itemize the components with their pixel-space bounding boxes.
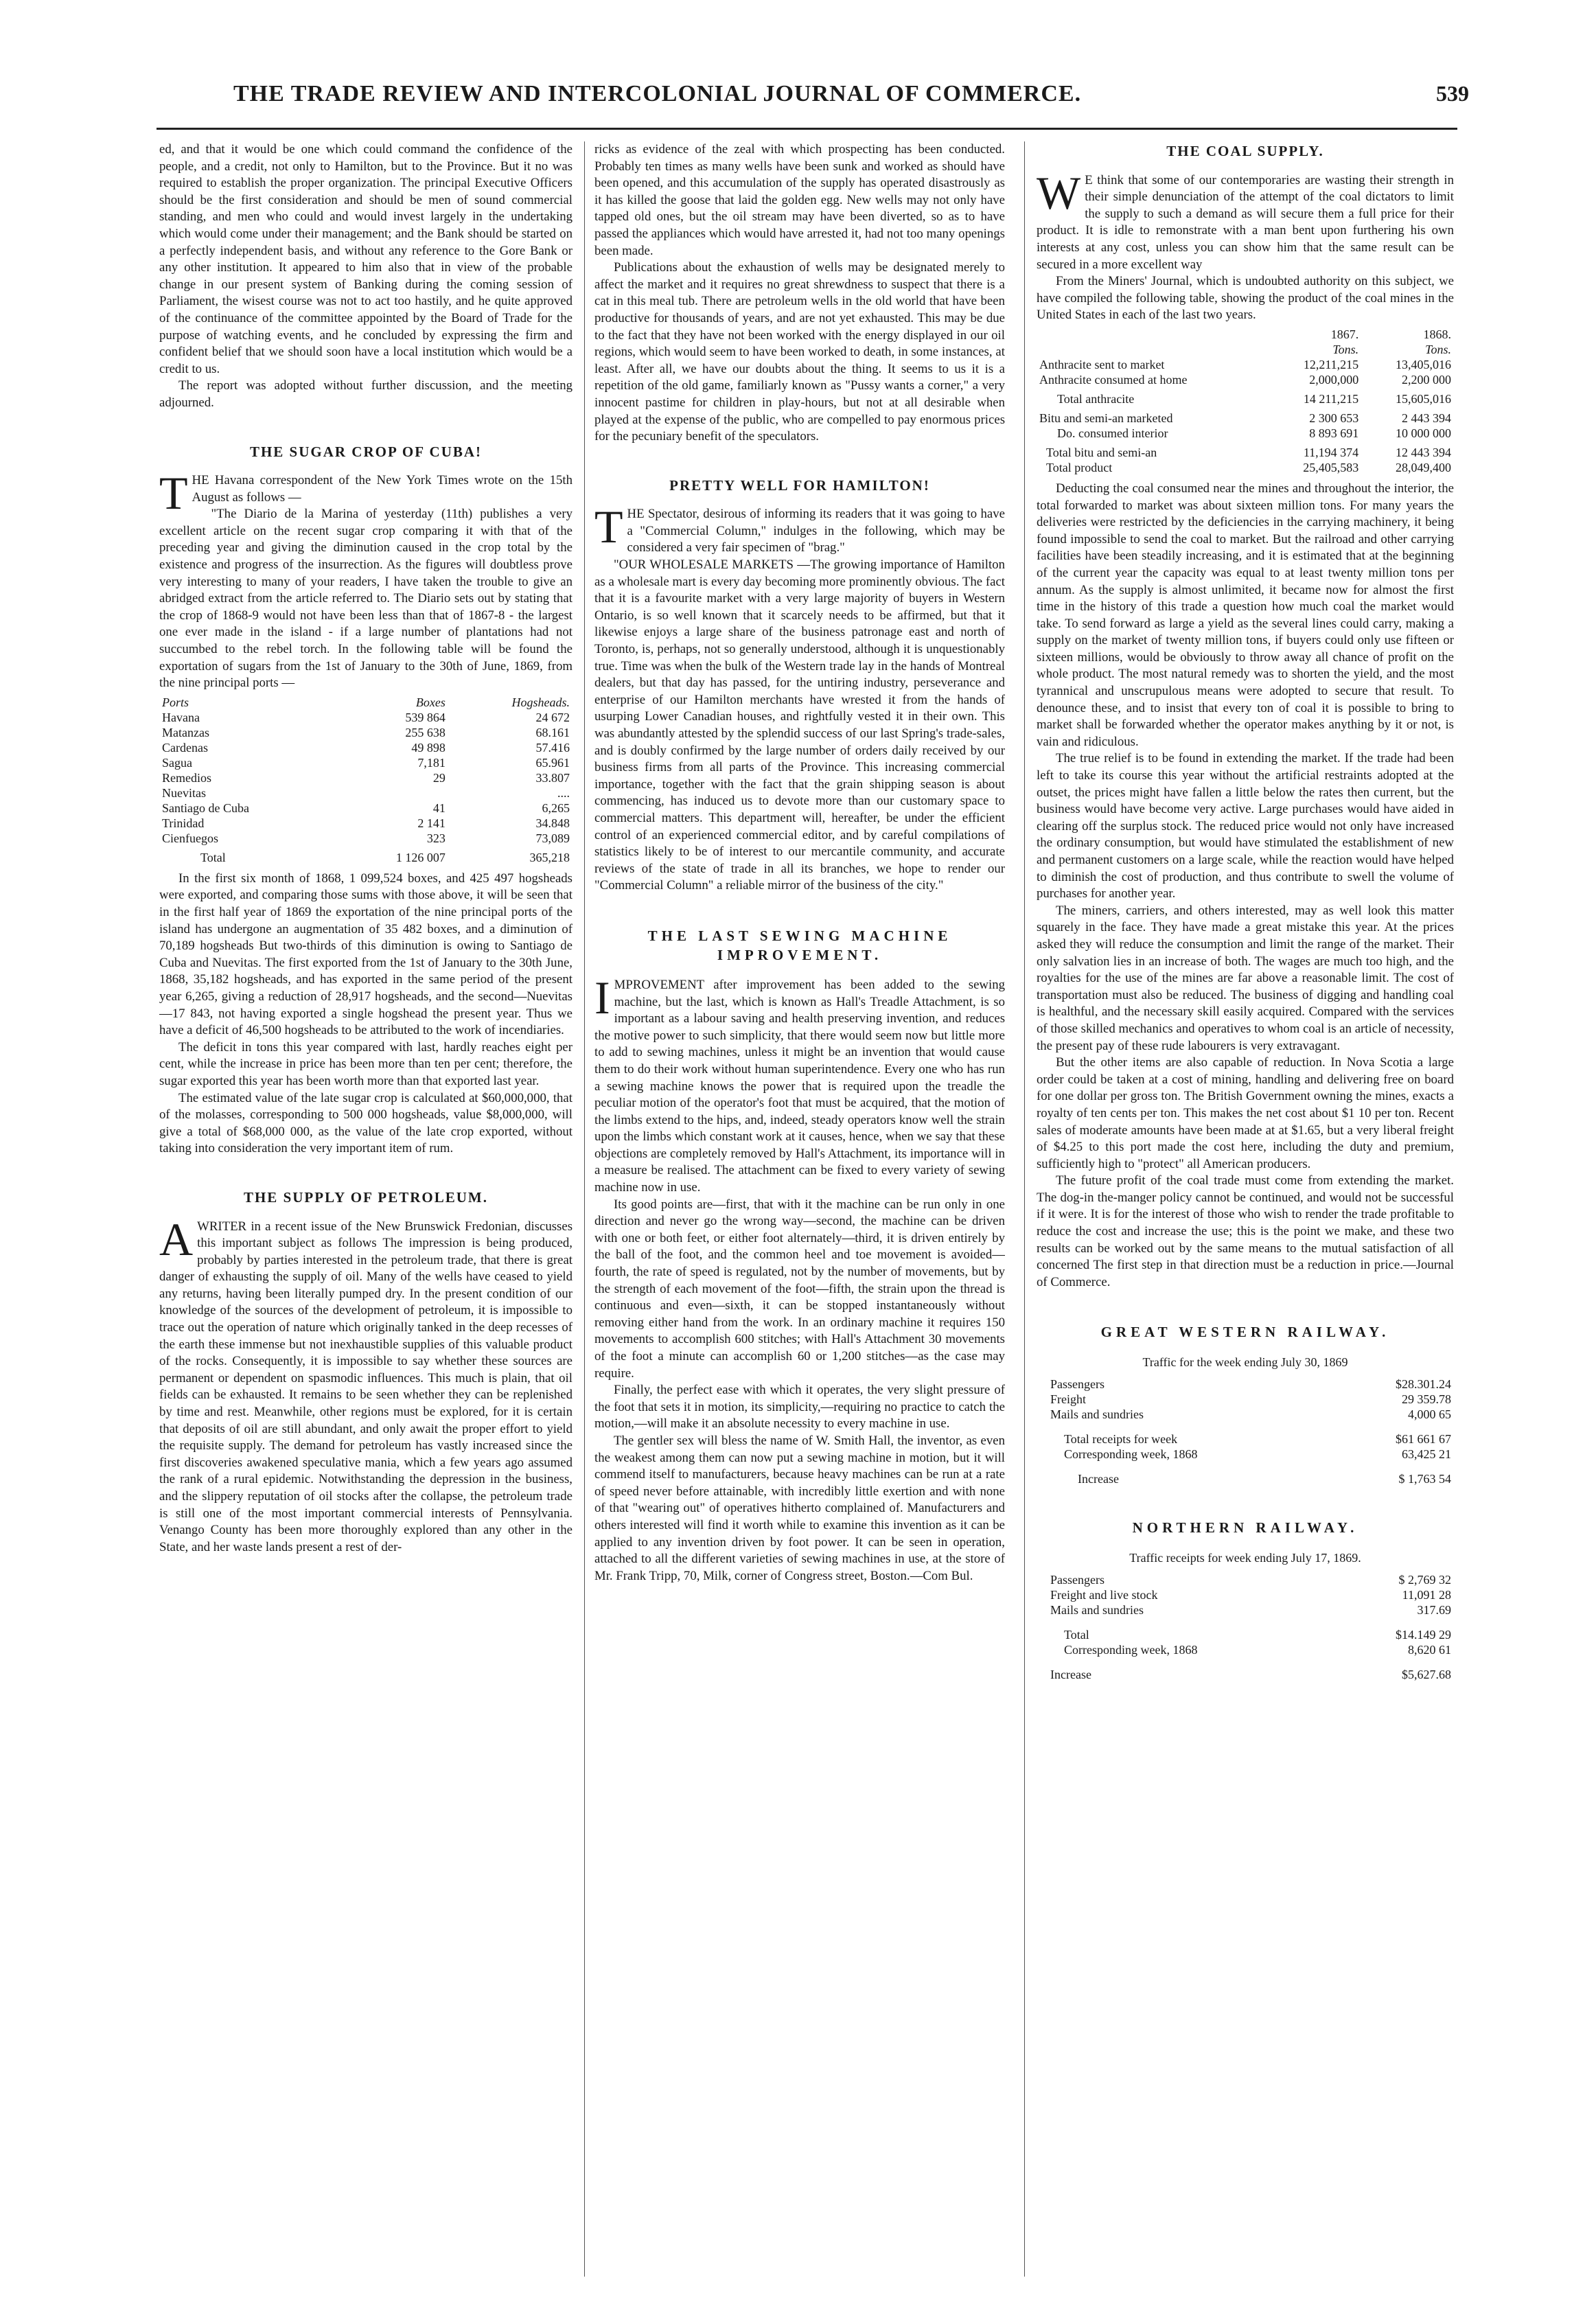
port-name: Havana <box>162 710 200 724</box>
amount: 317.69 <box>1417 1602 1451 1617</box>
sugar-export-table <box>159 695 573 865</box>
year-header: 1867. <box>1330 327 1359 341</box>
amount: $ 2,769 32 <box>1398 1572 1451 1587</box>
row-label: Mails and sundries <box>1050 1602 1144 1617</box>
hogsheads-value: 73,089 <box>535 831 570 845</box>
article-title-sewing: THE LAST SEWING MACHINE IMPROVEMENT. <box>647 927 952 963</box>
article-paragraph: Publications about the exhaustion of wells may be designated merely to affect the market and it requires no great shrewdness to suspect that there is a cat in this meal tub. There are petroleum wells in the old world that have been productive for thousands of years, and are not yet exhausted. This may be due to the fact that they have not been worked with the energy displayed in our oil regions, which would seem to have been worked to death, in some instances, at least. After all, we have our doubts about the thing. It seems to us it is a repetition of the old game, familiarly known as "Pussy wants a corner," a very innocent pastime for children in play-hours, but not at all desirable when played at the expense of the public, who are compelled to pay enormous prices for the pecuniary benefit of the speculators. <box>594 260 1005 444</box>
column-divider <box>584 141 585 2277</box>
article-paragraph: THE Havana correspondent of the New York Times wrote on the 15th August as follows — <box>159 467 573 520</box>
boxes-value: 41 <box>432 801 446 815</box>
column-divider <box>1024 141 1025 2277</box>
header-rule <box>157 128 1457 130</box>
article-paragraph: IMPROVEMENT after improvement has been added to the sewing machine, but the last, which is known as Hall's Treadle Attachment, is so important as a labour saving and health preserving invention, and reduces the motive power to such simplicity, that there would seem now but little more to add to sewing machines, unless it might be an invention that would cause them to do their work without human superintendence. Every one who has run a sewing machine knows the power that is required upon the treadle the peculiar motion of the operator's foot that must be acquired, that the motion of the limbs extend to the hips, and, indeed, steady operators know well the strain upon the limbs which constant work at it causes, hence, when we say that these objections are completely removed by Hall's Attachment, its importance will in a measure be realised. The attachment can be fixed to every variety of sewing machine now in use. <box>594 971 1005 1195</box>
article-paragraph: Its good points are—first, that with it the machine can be run only in one direction and never go the wrong way—second, the machine can be driven with one or both feet, or either foot alternately—third, it is driven entirely by the ball of the foot, and the common heel and toe movement is avoided—fourth, the rate of speed is regulated, not by the number of movements, but by the strength of each movement of the foot—fifth, the strain upon the thread is continuous and even—sixth, it can be stopped instantaneously without removing either hand from the work. In an ordinary machine it requires 150 movements to accomplish 600 stitches; with Hall's Attachment 30 movements of the foot a minute can accomplish 60 or 1,200 stitches—as the case may require. <box>594 1197 1005 1381</box>
table-total-row <box>1037 1431 1454 1447</box>
amount: 63,425 21 <box>1402 1447 1451 1462</box>
article-paragraph: The miners, carriers, and others interested, may as well look this matter squarely in the face. They have made a great mistake this year. At the prices asked they will reduce the consumption and limit the range of the market. Their only salvation lies in an increase of both. The wages are much too high, and the royalties for the use of the mines are far above a reasonable limit. The cost of transportation must also be reduced. The business of digging and handling coal is healthful, and the necessary skill easily acquired. Compared with the services of those skilled mechanics and operatives to whom coal is an article of necessity, the present pay of these rude labourers is very extravagant. <box>1037 903 1454 1053</box>
article-paragraph: The deficit in tons this year compared with last, hardly reaches eight per cent, while the increase in price has been more than ten per cent; therefore, the sugar exported this year has been worth more than that exported last year. <box>159 1039 573 1088</box>
article-paragraph: The future profit of the coal trade must come from extending the market. The dog-in the-manger policy cannot be continued, and would not be successful if it were. It is for the interest of those who wish to render the trade profitable to reduce the cost and increase the use; this is the point we make, and these two results can be worked out by the same means to the mutual satisfaction of all concerned The first step in that direction must be a reduction in price.—Journal of Commerce. <box>1037 1173 1454 1289</box>
table-header-row <box>159 695 573 710</box>
total-boxes: 1 126 007 <box>395 850 446 864</box>
row-label: Anthracite consumed at home <box>1039 372 1188 387</box>
row-label: Total bitu and semi-an <box>1046 445 1157 459</box>
value-1868: 12 443 394 <box>1396 445 1451 459</box>
boxes-value: 7,181 <box>417 755 446 770</box>
column-left <box>159 141 573 2277</box>
table-row <box>1037 1572 1454 1587</box>
page-header <box>233 81 1469 122</box>
amount: $5,627.68 <box>1402 1667 1451 1681</box>
article-paragraph: But the other items are also capable of reduction. In Nova Scotia a large order could be taken at a cost of mining, handling and delivering free on board for one dollar per gross ton. The British Government owning the mines, exacts a royalty of ten cents per ton. This makes the net cost about $1 10 per ton. Recent sales of moderate amounts have been made at at $1.65, but a very liberal freight of $4.25 to this port made the cost here, including the duty and premium, sufficiently high to "protect" all American producers. <box>1037 1055 1454 1171</box>
row-label: Corresponding week, 1868 <box>1064 1447 1198 1462</box>
column-right <box>1037 141 1454 2277</box>
row-label: Total anthracite <box>1057 391 1135 406</box>
boxes-value: 539 864 <box>405 710 446 724</box>
amount: $ 1,763 54 <box>1398 1472 1451 1486</box>
table-row <box>159 831 573 846</box>
hogsheads-value: 6,265 <box>542 801 570 815</box>
port-name: Cardenas <box>162 740 208 755</box>
article-title-petroleum: THE SUPPLY OF PETROLEUM. <box>243 1188 489 1206</box>
table-row <box>1037 426 1454 441</box>
hogsheads-value: 57.416 <box>535 740 570 755</box>
row-label: Corresponding week, 1868 <box>1064 1642 1198 1657</box>
boxes-value: 29 <box>432 770 446 785</box>
hogsheads-value: 68.161 <box>535 725 570 739</box>
table-row <box>159 770 573 785</box>
table-row <box>1037 1642 1454 1657</box>
northern-traffic-table <box>1037 1572 1454 1682</box>
total-label: Total <box>200 850 226 864</box>
article-paragraph: In the first six month of 1868, 1 099,524 boxes, and 425 497 hogsheads were exported, and comparing those sums with those above, it will be seen that in the first half year of 1869 the exportation of the nine principal ports of the island has undergone an augmentation of 35 482 boxes, and a diminution of 70,189 hogsheads But two-thirds of this diminution is owing to Santiago de Cuba and Nuevitas. The first exported from the 1st of January to the 30th June, 1868, 35,182 hogsheads, and has exported in the same period of the present year 6,265, giving a reduction of 28,917 hogsheads, and the second—Nuevitas—17 843, not having exported a single hogshead the present year. Thus we have a deficit of 46,500 hogsheads to be attributed to the work of incendiaries. <box>159 871 573 1038</box>
row-label: Total <box>1064 1627 1089 1642</box>
value-1868: 15,605,016 <box>1396 391 1451 406</box>
table-row <box>159 816 573 831</box>
value-1867: 14 211,215 <box>1303 391 1359 406</box>
column-middle <box>594 141 1005 2277</box>
table-row <box>1037 441 1454 460</box>
value-1868: 10 000 000 <box>1396 426 1451 440</box>
article-paragraph: "The Diario de la Marina of yesterday (11th) publishes a very excellent article on the recent sugar crop comparing it with that of the preceding year and giving the diminution caused in the crop total by the existence and progress of the insurrection. As the figures will doubtless prove very interesting to many of your readers, I have taken the trouble to give an abridged extract from the article referred to. The Diario sets out by stating that the crop of 1868-9 would not have been less than that of 1867-8 - the largest one ever made in the island - if a large number of plantations had not succumbed to the rebel torch. In the following table will be found the exportation of sugars from the 1st of January to the 30th of June, 1869, from the nine principal ports — <box>159 507 573 691</box>
article-paragraph: From the Miners' Journal, which is undoubted authority on this subject, we have compiled the following table, showing the product of the coal mines in the United States in each of the last two years. <box>1037 274 1454 323</box>
value-1868: 2 443 394 <box>1402 411 1451 425</box>
boxes-value: 49 898 <box>411 740 446 755</box>
page-number: 539 <box>1436 81 1469 106</box>
article-paragraph: The report was adopted without further discussion, and the meeting adjourned. <box>159 378 573 410</box>
table-row <box>1037 1377 1454 1392</box>
section-title-northern: NORTHERN RAILWAY. <box>1132 1519 1358 1537</box>
value-1867: 2 300 653 <box>1309 411 1359 425</box>
amount: 4,000 65 <box>1408 1407 1451 1422</box>
article-paragraph: ed, and that it would be one which could command the confidence of the people, and a credit, not only to Hamilton, but to the Province. But it no was required to establish the proper organization. The principal Executive Officers should be the first consideration and should be men of sound commercial standing, and men who could and would invest largely in the undertaking which would come under their management; and the Bank should be started on a perfectly independent basis, and without any reference to the Gore Bank or any other institution. It appeared to him also that in view of the probable change in our present system of Banking during the coming session of Parliament, the wisest course was not to act too hastily, and he quite approved of the continuance of the committee appointed by the Board of Trade for the purpose of watching events, and he concluded by expressing the firm and confident belief that we should soon have a local institution which would be a credit to us. <box>159 142 573 376</box>
article-paragraph: AWRITER in a recent issue of the New Brunswick Fredonian, discusses this important subject as follows The impression is being produced, probably by parties interested in the petroleum trade, that there is great danger of exhausting the supply of oil. Many of the wells have ceased to yield any returns, having been literally pumped dry. In the present condition of our knowledge of the sources of the development of petroleum, it is impossible to trace out the operation of nature which originally tanked in the deep recesses of the earth these immense but not inexhaustible supplies of this valuable product of the rocks. Consequently, it is impossible to say whether these sources are permanent or dependent on spasmodic influences. This much is plain, that oil fields can be exhausted. It remains to be seen whether they can be replenished by time and rest. Meanwhile, other regions must be explored, for it is certain that deposits of oil are still abundant, and only await the proper effort to yield the requisite supply. The demand for petroleum has vastly increased since the first discoveries awakened speculative mania, which a few years ago assumed the rank of a rural epidemic. Notwithstanding the depression in the business, and the slippery reputation of oil stocks after the collapse, the petroleum trade is still one of the most important commercial interests of Pennsylvania. Venango County has been more thoroughly explored than any other in the State, and her waste lands present a rest of der- <box>159 1212 573 1554</box>
table-header-row <box>1037 327 1454 342</box>
article-paragraph: The gentler sex will bless the name of W. Smith Hall, the inventor, as even the weakest among them can now put a sewing machine in motion, but it will commend itself to manufacturers, because heavy machines can be run at a rate of speed never before attainable, with incredibly little exertion and with none of that "wearing out" of operatives hitherto complained of. Manufacturers and others interested will find it worth while to examine this invention as it can be applied to any invention driven by foot power. It can be seen in operation, attached to all the different varieties of sewing machines in use, at the store of Mr. Frank Tripp, 70, Milk, corner of Congress street, Boston.—Com Bul. <box>594 1433 1005 1583</box>
article-title-sugar: THE SUGAR CROP OF CUBA! <box>249 443 483 460</box>
table-row <box>1037 1602 1454 1618</box>
table-total-row <box>159 846 573 865</box>
value-1867: 2,000,000 <box>1309 372 1359 387</box>
amount: $28.301.24 <box>1396 1377 1451 1392</box>
row-label: Freight and live stock <box>1050 1587 1158 1602</box>
hogsheads-value: 65.961 <box>535 755 570 770</box>
article-paragraph: Deducting the coal consumed near the mines and throughout the interior, the total forwarded to market was about sixteen million tons. For many years the deliveries were restricted by the deficiencies in the carrying machinery, it being found impossible to send the coal to market. But the railroad and other carrying facilities have been steadily increasing, and it is estimated that at the beginning of the current year the capacity was equal to at least twenty million tons per annum. As the supply is almost unlimited, it became now for almost the first time in the history of this trade a question how much coal the market would take. To send forward as large a yield as the several lines could carry, making a supply on the market of twenty million tons, if buyers could only use fifteen or sixteen millions, would be obviously to throw away all chance of profit on the whole product. The most natural remedy was to shorten the yield, and the most tyrannical and unscrupulous means were adopted to secure that result. To denounce these, and to insist that every ton of coal it is possible to bring to market shall be forwarded whether the operator makes anything by it or not, is vain and ridiculous. <box>1037 481 1454 749</box>
table-row <box>1037 357 1454 372</box>
table-row <box>1037 387 1454 406</box>
row-label: Anthracite sent to market <box>1039 357 1165 371</box>
row-label: Total product <box>1046 460 1113 474</box>
row-label: Mails and sundries <box>1050 1407 1144 1422</box>
article-title-hamilton: PRETTY WELL FOR HAMILTON! <box>669 476 930 494</box>
table-row <box>159 755 573 770</box>
row-label: Bitu and semi-an marketed <box>1039 411 1173 425</box>
table-row <box>159 740 573 755</box>
year-header: 1868. <box>1423 327 1451 341</box>
table-row <box>1037 1407 1454 1422</box>
article-paragraph: ricks as evidence of the zeal with which prospecting has been conducted. Probably ten times as many wells have been sunk and worked as should have been opened, and this accumulation of the supply has operated disastrously as it has killed the goose that laid the golden egg. New wells may not only have tapped old ones, but the oil stream may have been diverted, so as to have passed the appliances which would have arrested it, had not too many openings been made. <box>594 142 1005 258</box>
value-1868: 28,049,400 <box>1396 460 1451 474</box>
article-title-coal: THE COAL SUPPLY. <box>1166 143 1324 159</box>
table-increase-row <box>1037 1471 1454 1486</box>
hogsheads-value: 34.848 <box>535 816 570 830</box>
great-western-traffic-table <box>1037 1377 1454 1486</box>
port-name: Santiago de Cuba <box>162 801 249 815</box>
port-name: Nuevitas <box>162 785 206 800</box>
article-paragraph: "OUR WHOLESALE MARKETS —The growing importance of Hamilton as a wholesale mart is every day becoming more prominently obvious. The fact that it is a favourite market with a very large majority of buyers in Western Ontario, is so well known that it scarcely needs to be affirmed, but that it likewise enjoys a large share of the business patronage east and north of Toronto, is, perhaps, not so generally understood, although it is unquestionably true. Time was when the bulk of the Western trade lay in the hands of Montreal dealers, but that day has passed, for the untiring industry, perseverance and enterprise of our Hamilton merchants have wrested it from the hands of usurping Lower Canadian houses, and rightfully vested it in their own. This was abundantly attested by the splendid success of our last Spring's trade-sales, and is doubly confirmed by the large number of orders daily received by our business firms from all parts of the Province. This increasing commercial importance, together with the fact that the grain shipping season is about commencing, has induced us to devote more than our customary space to commercial matters. This department will, hereafter, be under the efficient control of an experienced commercial editor, and by careful compilations of statistics likely to be of interest to our mercantile community, and accurate reviews of the state of trade in all its branches, we hope to render our "Commercial Column" a reliable mirror of the business of the city." <box>594 557 1005 893</box>
table-increase-row <box>1037 1667 1454 1682</box>
table-row <box>159 710 573 725</box>
running-title: THE TRADE REVIEW AND INTERCOLONIAL JOURNAL OF COMMERCE. <box>233 81 1082 106</box>
article-paragraph: Finally, the perfect ease with which it operates, the very slight pressure of the foot that sets it in motion, its simplicity,—requiring no practice to catch the motion,—will make it an absolute necessity to every machine in use. <box>594 1383 1005 1431</box>
table-header: Ports <box>162 695 189 709</box>
port-name: Cienfuegos <box>162 831 218 845</box>
value-1867: 12,211,215 <box>1303 357 1359 371</box>
row-label: Freight <box>1050 1392 1086 1407</box>
article-paragraph: The true relief is to be found in extending the market. If the trade had been left to take its course this year without the artificial restraints adopted at the outset, the prices might have fallen a little below the rates then current, but the business would have become very active. Large purchases would have aided in clearing off the surplus stock. The reduced price would not only have increased the ordinary consumption, but would have stimulated the establishment of new and permanent customers on a large scale, while the reaction would have helped to diminish the cost of production, and thus contribute to swell the volume of purchases for another year. <box>1037 751 1454 901</box>
amount: 29 359.78 <box>1402 1392 1451 1407</box>
value-1867: 8 893 691 <box>1309 426 1359 440</box>
value-1867: 25,405,583 <box>1303 460 1359 474</box>
boxes-value: 2 141 <box>417 816 446 830</box>
article-paragraph: WE think that some of our contemporaries are wasting their strength in their simple denunciation of the attempt of the coal dictators to limit the supply to such a demand as will secure them a full price for their product. It is idle to remonstrate with a man bent upon furthering his own interests at any cost, unless you can show him that the same result can be secured in a more excellent way <box>1037 166 1454 272</box>
boxes-value: 323 <box>426 831 446 845</box>
table-unit-row <box>1037 342 1454 357</box>
amount: 8,620 61 <box>1408 1642 1451 1657</box>
boxes-value: 255 638 <box>405 725 446 739</box>
table-row <box>1037 1587 1454 1602</box>
hogsheads-value: .... <box>557 785 570 800</box>
table-row <box>159 785 573 801</box>
table-header: Hogsheads. <box>511 695 570 709</box>
table-row <box>1037 460 1454 475</box>
article-paragraph: THE Spectator, desirous of informing its readers that it was going to have a "Commercial Column," indulges in the following, which may be considered a very fair specimen of "brag." <box>594 500 1005 555</box>
value-1867: 11,194 374 <box>1303 445 1359 459</box>
value-1868: 2,200 000 <box>1402 372 1451 387</box>
row-label: Increase <box>1078 1472 1119 1486</box>
amount: $61 661 67 <box>1396 1432 1451 1447</box>
hogsheads-value: 24 672 <box>535 710 570 724</box>
coal-product-table <box>1037 327 1454 475</box>
table-row <box>159 725 573 740</box>
traffic-subtitle: Traffic receipts for week ending July 17, 1869. <box>1129 1551 1361 1565</box>
row-label: Passengers <box>1050 1572 1105 1587</box>
table-row <box>1037 1447 1454 1462</box>
table-row <box>159 801 573 816</box>
amount: $14.149 29 <box>1396 1627 1451 1642</box>
row-label: Increase <box>1050 1667 1091 1681</box>
port-name: Sagua <box>162 755 192 770</box>
table-row <box>1037 406 1454 426</box>
total-hogsheads: 365,218 <box>529 850 570 864</box>
article-paragraph: The estimated value of the late sugar crop is calculated at $60,000,000, that of the molasses, corresponding to 500 000 hogsheads, value $8,000,000, will give a total of $68,000 000, as the value of the late crop exported, without taking into consideration the very important item of rum. <box>159 1090 573 1156</box>
table-row <box>1037 1392 1454 1407</box>
row-label: Do. consumed interior <box>1057 426 1168 440</box>
table-total-row <box>1037 1627 1454 1642</box>
traffic-subtitle: Traffic for the week ending July 30, 1869 <box>1142 1355 1348 1370</box>
section-title-great-western: GREAT WESTERN RAILWAY. <box>1100 1324 1390 1341</box>
value-1868: 13,405,016 <box>1396 357 1451 371</box>
port-name: Trinidad <box>162 816 205 830</box>
table-row <box>1037 372 1454 387</box>
port-name: Matanzas <box>162 725 209 739</box>
hogsheads-value: 33.807 <box>535 770 570 785</box>
row-label: Passengers <box>1050 1377 1105 1392</box>
amount: 11,091 28 <box>1402 1587 1451 1602</box>
table-header: Boxes <box>415 695 446 709</box>
unit-header: Tons. <box>1332 342 1359 356</box>
port-name: Remedios <box>162 770 211 785</box>
boxes-value <box>340 785 448 801</box>
unit-header: Tons. <box>1425 342 1451 356</box>
row-label: Total receipts for week <box>1064 1432 1178 1447</box>
